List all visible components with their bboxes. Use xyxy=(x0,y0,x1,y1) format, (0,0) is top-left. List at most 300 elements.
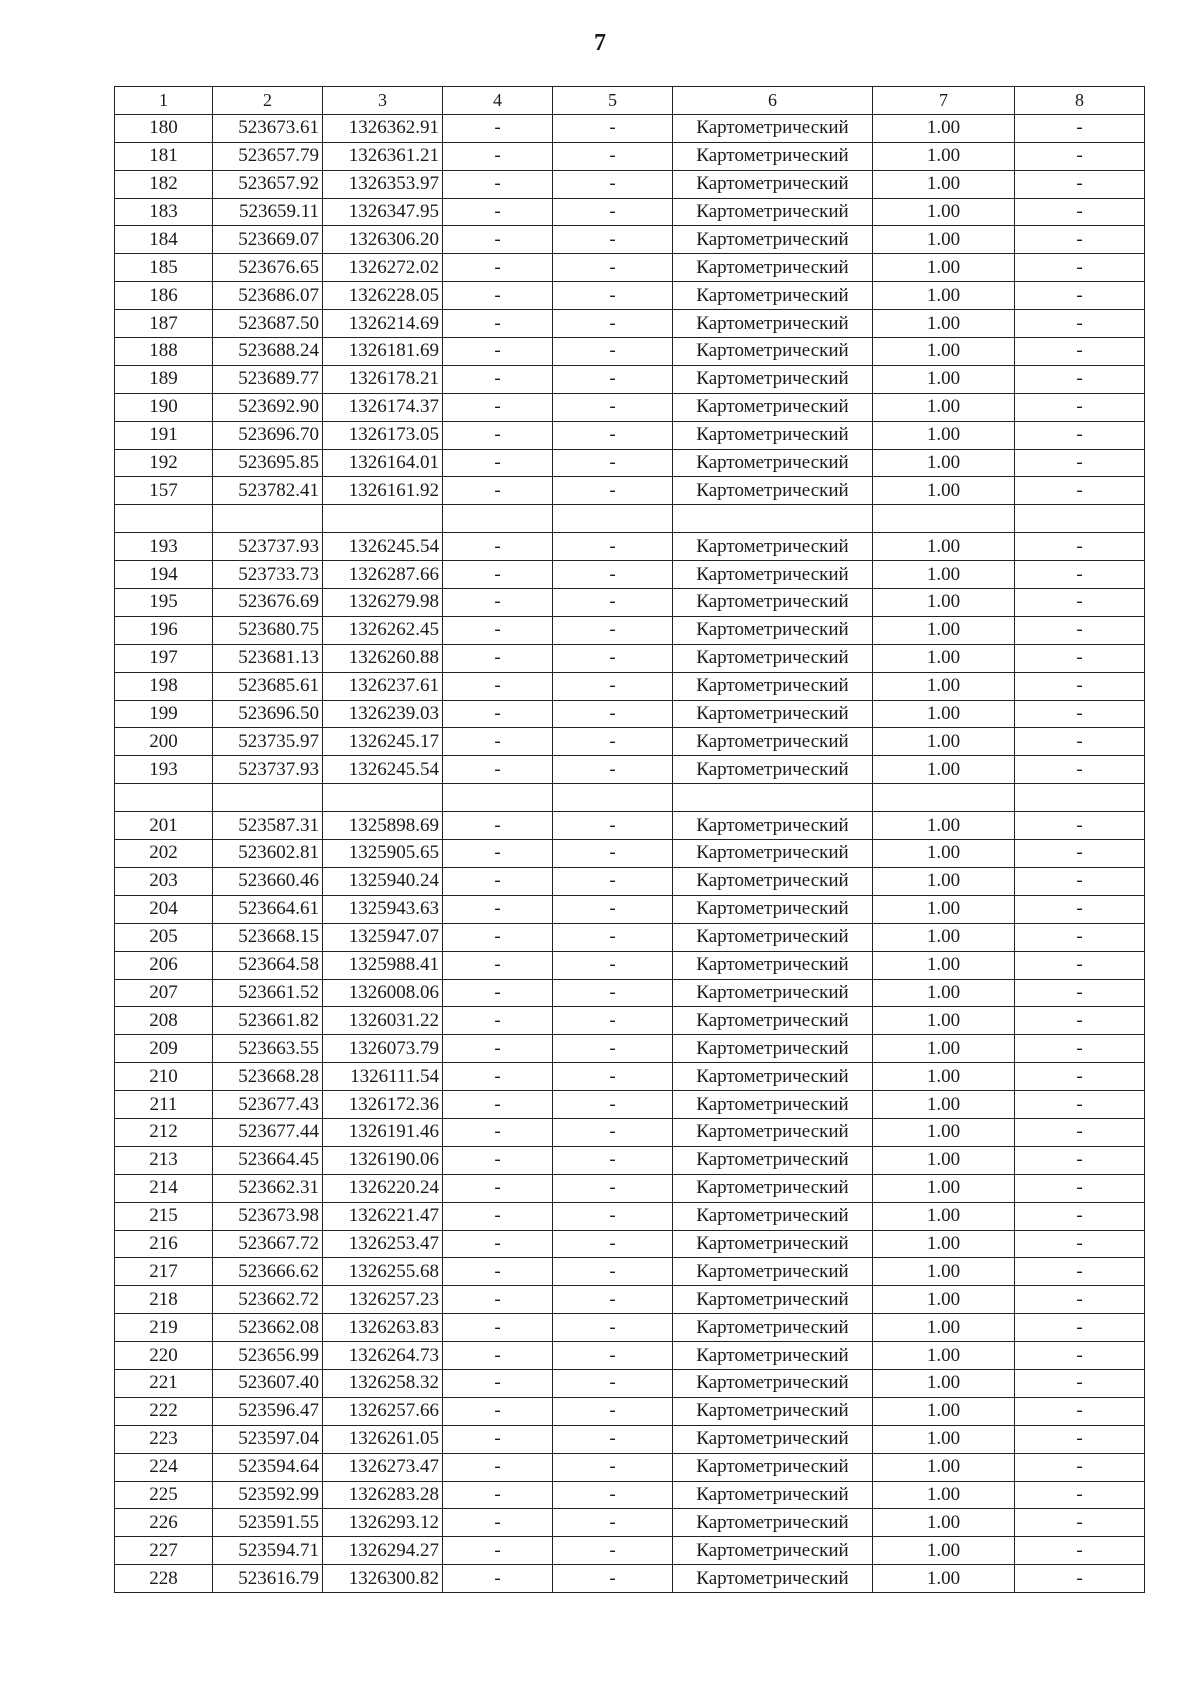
table-cell-col-2: 523661.82 xyxy=(213,1007,323,1035)
table-cell-col-1: 226 xyxy=(115,1509,213,1537)
table-cell-col-2: 523597.04 xyxy=(213,1425,323,1453)
table-cell-col-7: 1.00 xyxy=(873,365,1015,393)
table-cell-col-6: Картометрический xyxy=(673,895,873,923)
table-cell-col-4: - xyxy=(443,449,553,477)
table-cell-col-8: - xyxy=(1015,561,1145,589)
table-cell-col-6: Картометрический xyxy=(673,1425,873,1453)
table-row xyxy=(115,1342,1145,1370)
table-cell-col-4: - xyxy=(443,1342,553,1370)
table-cell-col-8: - xyxy=(1015,1063,1145,1091)
table-cell-col-1: 212 xyxy=(115,1118,213,1146)
table-cell-col-3: 1326306.20 xyxy=(323,226,443,254)
table-cell-col-8: - xyxy=(1015,700,1145,728)
table-cell-col-6: Картометрический xyxy=(673,1146,873,1174)
table-cell-col-8: - xyxy=(1015,254,1145,282)
table-cell-col-7: 1.00 xyxy=(873,338,1015,366)
table-cell-col-5: - xyxy=(553,923,673,951)
table-cell-col-8: - xyxy=(1015,114,1145,142)
table-cell-col-7: 1.00 xyxy=(873,840,1015,868)
table-cell-col-5: - xyxy=(553,616,673,644)
table-cell-col-1: 227 xyxy=(115,1537,213,1565)
table-cell-col-8: - xyxy=(1015,1202,1145,1230)
table-cell-col-4: - xyxy=(443,421,553,449)
table-cell-col-1: 221 xyxy=(115,1369,213,1397)
table-cell-col-7: 1.00 xyxy=(873,114,1015,142)
table-row xyxy=(115,644,1145,672)
table-cell-col-3: 1326353.97 xyxy=(323,170,443,198)
table-cell-col-5: - xyxy=(553,756,673,784)
table-cell-col-2: 523696.50 xyxy=(213,700,323,728)
table-cell-col-1: 202 xyxy=(115,840,213,868)
table-cell-col-8: - xyxy=(1015,1091,1145,1119)
table-cell-col-8: - xyxy=(1015,923,1145,951)
table-cell-col-7: 1.00 xyxy=(873,198,1015,226)
table-cell-col-1: 200 xyxy=(115,728,213,756)
table-cell-col-8: - xyxy=(1015,728,1145,756)
table-cell-col-2: 523782.41 xyxy=(213,477,323,505)
table-cell-col-4: - xyxy=(443,1174,553,1202)
table-cell-col-4: - xyxy=(443,895,553,923)
table-cell-col-3 xyxy=(323,505,443,533)
table-cell-col-6: Картометрический xyxy=(673,449,873,477)
table-cell-col-7: 1.00 xyxy=(873,449,1015,477)
table-cell-col-5: - xyxy=(553,365,673,393)
table-cell-col-6: Картометрический xyxy=(673,700,873,728)
table-cell-col-6: Картометрический xyxy=(673,170,873,198)
table-cell-col-1: 217 xyxy=(115,1258,213,1286)
table-cell-col-4: - xyxy=(443,170,553,198)
table-cell-col-2: 523664.45 xyxy=(213,1146,323,1174)
table-cell-col-6: Картометрический xyxy=(673,533,873,561)
table-cell-col-5: - xyxy=(553,728,673,756)
table-cell-col-4: - xyxy=(443,1286,553,1314)
table-cell-col-8: - xyxy=(1015,1118,1145,1146)
table-cell-col-1: 214 xyxy=(115,1174,213,1202)
table-row xyxy=(115,784,1145,812)
table-cell-col-7: 1.00 xyxy=(873,1035,1015,1063)
table-row xyxy=(115,338,1145,366)
table-cell-col-4: - xyxy=(443,812,553,840)
table-cell-col-7: 1.00 xyxy=(873,1342,1015,1370)
table-cell-col-1: 209 xyxy=(115,1035,213,1063)
table-cell-col-2: 523587.31 xyxy=(213,812,323,840)
table-cell-col-4: - xyxy=(443,226,553,254)
table-cell-col-4: - xyxy=(443,338,553,366)
table-cell-col-8: - xyxy=(1015,589,1145,617)
table-cell-col-5: - xyxy=(553,1091,673,1119)
table-cell-col-2: 523667.72 xyxy=(213,1230,323,1258)
table-cell-col-3: 1326008.06 xyxy=(323,979,443,1007)
table-cell-col-1 xyxy=(115,784,213,812)
table-cell-col-4: - xyxy=(443,1314,553,1342)
table-cell-col-2: 523664.58 xyxy=(213,951,323,979)
table-row xyxy=(115,1091,1145,1119)
table-cell-col-4: - xyxy=(443,1146,553,1174)
table-cell-col-4: - xyxy=(443,728,553,756)
table-cell-col-3: 1325947.07 xyxy=(323,923,443,951)
table-cell-col-2 xyxy=(213,784,323,812)
table-cell-col-2: 523685.61 xyxy=(213,672,323,700)
table-row xyxy=(115,1314,1145,1342)
table-row xyxy=(115,142,1145,170)
table-cell-col-4: - xyxy=(443,644,553,672)
table-cell-col-8: - xyxy=(1015,1481,1145,1509)
table-cell-col-4: - xyxy=(443,1063,553,1091)
table-cell-col-8: - xyxy=(1015,1286,1145,1314)
table-cell-col-5: - xyxy=(553,1035,673,1063)
table-cell-col-8: - xyxy=(1015,142,1145,170)
table-cell-col-7 xyxy=(873,505,1015,533)
table-cell-col-1: 183 xyxy=(115,198,213,226)
table-cell-col-8: - xyxy=(1015,1230,1145,1258)
table-cell-col-6: Картометрический xyxy=(673,1565,873,1593)
table-row xyxy=(115,1035,1145,1063)
table-cell-col-8: - xyxy=(1015,1007,1145,1035)
table-cell-col-3: 1326261.05 xyxy=(323,1425,443,1453)
table-cell-col-3: 1326283.28 xyxy=(323,1481,443,1509)
table-cell-col-7: 1.00 xyxy=(873,1537,1015,1565)
table-row xyxy=(115,1258,1145,1286)
table-header-row xyxy=(115,87,1145,115)
table-cell-col-2: 523660.46 xyxy=(213,867,323,895)
table-cell-col-5: - xyxy=(553,477,673,505)
table-cell-col-1: 184 xyxy=(115,226,213,254)
table-cell-col-2: 523686.07 xyxy=(213,282,323,310)
table-cell-col-2: 523594.71 xyxy=(213,1537,323,1565)
table-cell-col-2: 523661.52 xyxy=(213,979,323,1007)
table-row xyxy=(115,1537,1145,1565)
table-cell-col-5: - xyxy=(553,1007,673,1035)
table-cell-col-4: - xyxy=(443,1397,553,1425)
table-cell-col-3: 1326262.45 xyxy=(323,616,443,644)
table-cell-col-5: - xyxy=(553,1537,673,1565)
table-cell-col-1: 215 xyxy=(115,1202,213,1230)
table-cell-col-6: Картометрический xyxy=(673,840,873,868)
table-cell-col-3: 1326191.46 xyxy=(323,1118,443,1146)
table-cell-col-5 xyxy=(553,784,673,812)
table-cell-col-8: - xyxy=(1015,1425,1145,1453)
table-row xyxy=(115,1369,1145,1397)
table-cell-col-2: 523592.99 xyxy=(213,1481,323,1509)
table-row xyxy=(115,728,1145,756)
table-cell-col-6: Картометрический xyxy=(673,142,873,170)
table-cell-col-5: - xyxy=(553,1425,673,1453)
table-cell-col-2: 523677.43 xyxy=(213,1091,323,1119)
table-cell-col-6: Картометрический xyxy=(673,1007,873,1035)
table-cell-col-4: - xyxy=(443,114,553,142)
table-cell-col-6: Картометрический xyxy=(673,1230,873,1258)
table-cell-col-4: - xyxy=(443,1118,553,1146)
table-cell-col-6: Картометрический xyxy=(673,1481,873,1509)
table-cell-col-4 xyxy=(443,784,553,812)
table-cell-col-2: 523735.97 xyxy=(213,728,323,756)
table-cell-col-7: 1.00 xyxy=(873,1565,1015,1593)
table-cell-col-6: Картометрический xyxy=(673,1369,873,1397)
table-cell-col-6: Картометрический xyxy=(673,393,873,421)
table-row xyxy=(115,170,1145,198)
table-cell-col-2: 523662.72 xyxy=(213,1286,323,1314)
table-cell-col-5: - xyxy=(553,1369,673,1397)
table-cell-col-2: 523676.65 xyxy=(213,254,323,282)
table-cell-col-3: 1326214.69 xyxy=(323,310,443,338)
table-cell-col-5 xyxy=(553,505,673,533)
table-cell-col-8: - xyxy=(1015,951,1145,979)
table-cell-col-4: - xyxy=(443,198,553,226)
table-cell-col-5: - xyxy=(553,310,673,338)
table-cell-col-2: 523673.61 xyxy=(213,114,323,142)
table-row xyxy=(115,1509,1145,1537)
table-cell-col-1: 188 xyxy=(115,338,213,366)
table-cell-col-5: - xyxy=(553,1118,673,1146)
table-cell-col-1: 222 xyxy=(115,1397,213,1425)
table-row xyxy=(115,1565,1145,1593)
table-cell-col-8 xyxy=(1015,784,1145,812)
table-cell-col-3: 1326178.21 xyxy=(323,365,443,393)
table-row xyxy=(115,1481,1145,1509)
table-cell-col-6: Картометрический xyxy=(673,1314,873,1342)
table-cell-col-2: 523656.99 xyxy=(213,1342,323,1370)
table-cell-col-5: - xyxy=(553,170,673,198)
table-cell-col-7: 1.00 xyxy=(873,226,1015,254)
table-cell-col-7: 1.00 xyxy=(873,1314,1015,1342)
table-row xyxy=(115,1425,1145,1453)
table-cell-col-1: 224 xyxy=(115,1453,213,1481)
table-cell-col-6: Картометрический xyxy=(673,951,873,979)
table-cell-col-4: - xyxy=(443,700,553,728)
table-row xyxy=(115,1202,1145,1230)
table-cell-col-3: 1326361.21 xyxy=(323,142,443,170)
table-cell-col-4: - xyxy=(443,1425,553,1453)
table-cell-col-8: - xyxy=(1015,533,1145,561)
table-cell-col-3: 1326181.69 xyxy=(323,338,443,366)
table-cell-col-1: 190 xyxy=(115,393,213,421)
table-row xyxy=(115,114,1145,142)
table-cell-col-7: 1.00 xyxy=(873,1118,1015,1146)
table-cell-col-6: Картометрический xyxy=(673,1537,873,1565)
table-cell-col-3: 1325905.65 xyxy=(323,840,443,868)
table-cell-col-8: - xyxy=(1015,393,1145,421)
table-cell-col-3: 1326031.22 xyxy=(323,1007,443,1035)
table-cell-col-2: 523594.64 xyxy=(213,1453,323,1481)
table-cell-col-6: Картометрический xyxy=(673,672,873,700)
table-cell-col-7: 1.00 xyxy=(873,812,1015,840)
table-cell-col-8: - xyxy=(1015,1397,1145,1425)
table-row xyxy=(115,282,1145,310)
table-cell-col-6: Картометрический xyxy=(673,365,873,393)
table-cell-col-8: - xyxy=(1015,1369,1145,1397)
table-row xyxy=(115,310,1145,338)
table-cell-col-1: 187 xyxy=(115,310,213,338)
table-row xyxy=(115,393,1145,421)
table-cell-col-8: - xyxy=(1015,895,1145,923)
table-cell-col-4: - xyxy=(443,1007,553,1035)
table-cell-col-3: 1326263.83 xyxy=(323,1314,443,1342)
table-cell-col-2: 523664.61 xyxy=(213,895,323,923)
table-cell-col-1: 203 xyxy=(115,867,213,895)
table-cell-col-8: - xyxy=(1015,979,1145,1007)
table-cell-col-4: - xyxy=(443,1202,553,1230)
table-cell-col-1: 191 xyxy=(115,421,213,449)
table-cell-col-8: - xyxy=(1015,1565,1145,1593)
table-cell-col-4: - xyxy=(443,1230,553,1258)
table-cell-col-7: 1.00 xyxy=(873,1146,1015,1174)
table-row xyxy=(115,840,1145,868)
table-cell-col-8: - xyxy=(1015,282,1145,310)
table-cell-col-5: - xyxy=(553,1146,673,1174)
table-cell-col-5: - xyxy=(553,142,673,170)
table-cell-col-2: 523680.75 xyxy=(213,616,323,644)
table-cell-col-5: - xyxy=(553,282,673,310)
table-cell-col-8: - xyxy=(1015,672,1145,700)
table-cell-col-8: - xyxy=(1015,1258,1145,1286)
table-row xyxy=(115,505,1145,533)
table-cell-col-5: - xyxy=(553,867,673,895)
table-row xyxy=(115,561,1145,589)
table-row xyxy=(115,672,1145,700)
table-cell-col-3: 1326257.66 xyxy=(323,1397,443,1425)
table-cell-col-7: 1.00 xyxy=(873,1202,1015,1230)
table-cell-col-3: 1326164.01 xyxy=(323,449,443,477)
table-cell-col-4: - xyxy=(443,1481,553,1509)
table-cell-col-1: 220 xyxy=(115,1342,213,1370)
page-number: 7 xyxy=(594,30,606,56)
table-cell-col-5: - xyxy=(553,1063,673,1091)
table-cell-col-3: 1326174.37 xyxy=(323,393,443,421)
column-header-4: 4 xyxy=(443,87,553,115)
column-header-1: 1 xyxy=(115,87,213,115)
table-cell-col-6: Картометрический xyxy=(673,226,873,254)
table-cell-col-7: 1.00 xyxy=(873,1258,1015,1286)
table-cell-col-1: 182 xyxy=(115,170,213,198)
table-cell-col-3: 1326347.95 xyxy=(323,198,443,226)
table-row xyxy=(115,1007,1145,1035)
table-cell-col-6: Картометрический xyxy=(673,1258,873,1286)
table-row xyxy=(115,923,1145,951)
table-cell-col-1: 205 xyxy=(115,923,213,951)
table-cell-col-8: - xyxy=(1015,477,1145,505)
table-cell-col-4: - xyxy=(443,1369,553,1397)
table-cell-col-3: 1326264.73 xyxy=(323,1342,443,1370)
table-cell-col-5: - xyxy=(553,840,673,868)
table-cell-col-8: - xyxy=(1015,1537,1145,1565)
table-cell-col-2 xyxy=(213,505,323,533)
table-cell-col-2: 523737.93 xyxy=(213,756,323,784)
table-cell-col-1: 157 xyxy=(115,477,213,505)
table-cell-col-7: 1.00 xyxy=(873,310,1015,338)
table-cell-col-4: - xyxy=(443,756,553,784)
table-body xyxy=(115,114,1145,1592)
table-cell-col-3 xyxy=(323,784,443,812)
table-cell-col-8: - xyxy=(1015,338,1145,366)
table-row xyxy=(115,700,1145,728)
table-cell-col-6: Картометрический xyxy=(673,1453,873,1481)
table-cell-col-6: Картометрический xyxy=(673,1397,873,1425)
table-cell-col-5: - xyxy=(553,561,673,589)
table-cell-col-6: Картометрический xyxy=(673,282,873,310)
table-cell-col-7: 1.00 xyxy=(873,728,1015,756)
table-cell-col-8: - xyxy=(1015,644,1145,672)
table-cell-col-1: 189 xyxy=(115,365,213,393)
table-cell-col-7 xyxy=(873,784,1015,812)
table-cell-col-2: 523687.50 xyxy=(213,310,323,338)
column-header-3: 3 xyxy=(323,87,443,115)
table-cell-col-6: Картометрический xyxy=(673,1063,873,1091)
table-cell-col-5: - xyxy=(553,254,673,282)
table-row xyxy=(115,421,1145,449)
table-cell-col-3: 1326253.47 xyxy=(323,1230,443,1258)
table-cell-col-3: 1326287.66 xyxy=(323,561,443,589)
table-cell-col-2: 523663.55 xyxy=(213,1035,323,1063)
table-cell-col-6: Картометрический xyxy=(673,616,873,644)
table-cell-col-3: 1325898.69 xyxy=(323,812,443,840)
table-row xyxy=(115,616,1145,644)
table-cell-col-6: Картометрический xyxy=(673,1202,873,1230)
table-cell-col-7: 1.00 xyxy=(873,951,1015,979)
table-cell-col-3: 1326293.12 xyxy=(323,1509,443,1537)
table-cell-col-2: 523657.92 xyxy=(213,170,323,198)
table-cell-col-1: 204 xyxy=(115,895,213,923)
table-cell-col-1 xyxy=(115,505,213,533)
table-cell-col-1: 211 xyxy=(115,1091,213,1119)
table-cell-col-1: 228 xyxy=(115,1565,213,1593)
table-cell-col-2: 523692.90 xyxy=(213,393,323,421)
table-cell-col-1: 192 xyxy=(115,449,213,477)
table-cell-col-5: - xyxy=(553,338,673,366)
table-cell-col-5: - xyxy=(553,644,673,672)
table-row xyxy=(115,1453,1145,1481)
table-cell-col-7: 1.00 xyxy=(873,616,1015,644)
table-row xyxy=(115,1063,1145,1091)
table-cell-col-1: 208 xyxy=(115,1007,213,1035)
table-cell-col-5: - xyxy=(553,1565,673,1593)
table-cell-col-7: 1.00 xyxy=(873,923,1015,951)
table-cell-col-6: Картометрический xyxy=(673,756,873,784)
table-cell-col-7: 1.00 xyxy=(873,533,1015,561)
table-cell-col-1: 213 xyxy=(115,1146,213,1174)
table-cell-col-6: Картометрический xyxy=(673,1091,873,1119)
table-cell-col-4: - xyxy=(443,393,553,421)
table-cell-col-2: 523696.70 xyxy=(213,421,323,449)
table-cell-col-5: - xyxy=(553,1174,673,1202)
table-cell-col-8: - xyxy=(1015,198,1145,226)
table-cell-col-4: - xyxy=(443,616,553,644)
table-cell-col-7: 1.00 xyxy=(873,867,1015,895)
table-cell-col-8: - xyxy=(1015,1342,1145,1370)
table-cell-col-8: - xyxy=(1015,1314,1145,1342)
table-cell-col-3: 1326258.32 xyxy=(323,1369,443,1397)
table-cell-col-4: - xyxy=(443,1565,553,1593)
table-cell-col-8: - xyxy=(1015,1509,1145,1537)
table-cell-col-1: 223 xyxy=(115,1425,213,1453)
table-cell-col-3: 1326239.03 xyxy=(323,700,443,728)
table-cell-col-2: 523659.11 xyxy=(213,198,323,226)
table-cell-col-3: 1326111.54 xyxy=(323,1063,443,1091)
column-header-8: 8 xyxy=(1015,87,1145,115)
column-header-6: 6 xyxy=(673,87,873,115)
table-cell-col-3: 1325943.63 xyxy=(323,895,443,923)
table-cell-col-2: 523689.77 xyxy=(213,365,323,393)
table-cell-col-5: - xyxy=(553,1509,673,1537)
table-cell-col-2: 523607.40 xyxy=(213,1369,323,1397)
table-cell-col-5: - xyxy=(553,1286,673,1314)
table-cell-col-8: - xyxy=(1015,1146,1145,1174)
table-cell-col-2: 523688.24 xyxy=(213,338,323,366)
table-cell-col-5: - xyxy=(553,895,673,923)
column-header-7: 7 xyxy=(873,87,1015,115)
table-cell-col-7: 1.00 xyxy=(873,589,1015,617)
table-cell-col-4: - xyxy=(443,867,553,895)
table-cell-col-5: - xyxy=(553,700,673,728)
